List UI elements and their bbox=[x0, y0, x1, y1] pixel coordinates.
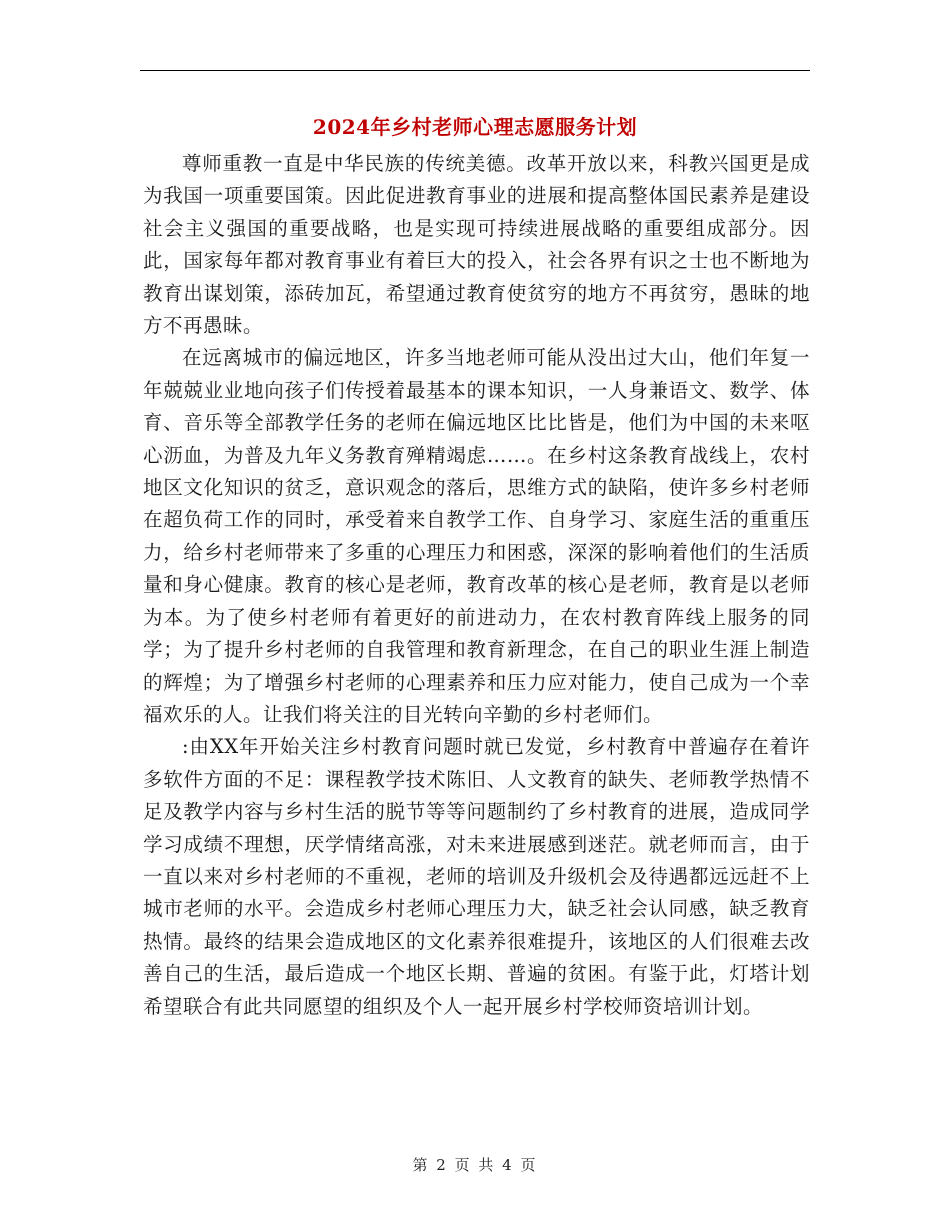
page-number-footer: 第 2 页 共 4 页 bbox=[412, 1156, 538, 1174]
paragraph: 尊师重教一直是中华民族的传统美德。改革开放以来，科教兴国更是成为我国一项重要国策。因此促进教育事业的进展和提高整体国民素养是建设社会主义强国的重要战略，也是实现可持续进展战略的重要组成部分。因此，国家每年都对教育事业有着巨大的投入，社会各界有识之士也不断地为教育出谋划策，添砖加瓦，希望通过教育使贫穷的地方不再贫穷，愚昧的地方不再愚昧。 bbox=[143, 152, 810, 338]
header-rule bbox=[140, 70, 810, 71]
paragraph: 在远离城市的偏远地区，许多当地老师可能从没出过大山，他们年复一年兢兢业业地向孩子们传授着最基本的课本知识，一人身兼语文、数学、体育、音乐等全部教学任务的老师在偏远地区比比皆是，他们为中国的未来呕心沥血，为普及九年义务教育殚精竭虑……。在乡村这条教育战线上，农村地区文化知识的贫乏，意识观念的落后，思维方式的缺陷，使许多乡村老师在超负荷工作的同时，承受着来自教学工作、自身学习、家庭生活的重重压力，给乡村老师带来了多重的心理压力和困惑，深深的影响着他们的生活质量和身心健康。教育的核心是老师，教育改革的核心是老师，教育是以老师为本。为了使乡村老师有着更好的前进动力，在农村教育阵线上服务的同学；为了提升乡村老师的自我管理和教育新理念，在自己的职业生涯上制造的辉煌；为了增强乡村老师的心理素养和压力应对能力，使自己成为一个幸福欢乐的人。让我们将关注的目光转向辛勤的乡村老师们。 bbox=[143, 346, 810, 726]
document-title: 2024年乡村老师心理志愿服务计划 bbox=[312, 115, 638, 139]
document-body bbox=[143, 148, 810, 1023]
paragraph: :由XX年开始关注乡村教育问题时就已发觉，乡村教育中普遍存在着许多软件方面的不足：课程教学技术陈旧、人文教育的缺失、老师教学热情不足及教学内容与乡村生活的脱节等等问题制约了乡村教育的进展，造成同学学习成绩不理想，厌学情绪高涨，对未来进展感到迷茫。就老师而言，由于一直以来对乡村老师的不重视，老师的培训及升级机会及待遇都远远赶不上城市老师的水平。会造成乡村老师心理压力大，缺乏社会认同感，缺乏教育热情。最终的结果会造成地区的文化素养很难提升，该地区的人们很难去改善自己的生活，最后造成一个地区长期、普遍的贫困。有鉴于此，灯塔计划希望联合有此共同愿望的组织及个人一起开展乡村学校师资培训计划。 bbox=[143, 735, 810, 1018]
